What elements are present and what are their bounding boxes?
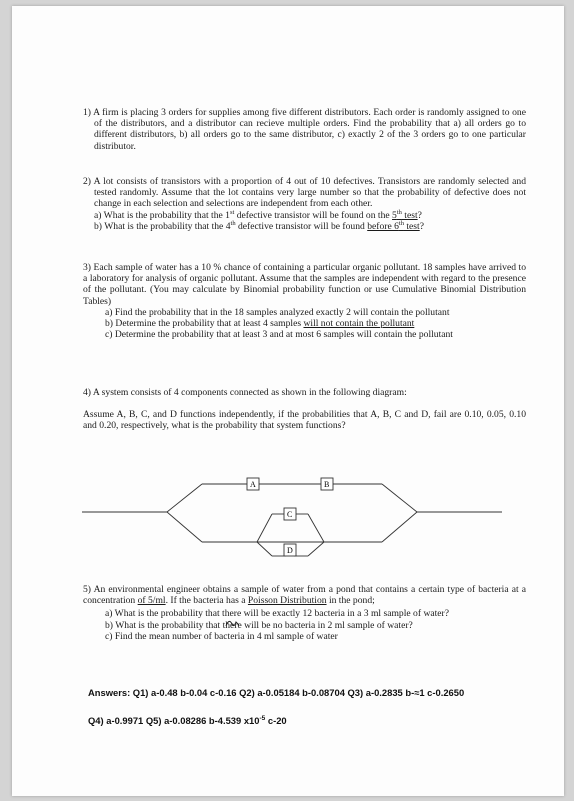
- question-4: [83, 387, 526, 432]
- q5-intro-3: in the pond;: [326, 595, 375, 607]
- q2a-end: ?: [417, 209, 422, 221]
- pen-mark: [224, 616, 244, 630]
- question-4-intro: 4) A system consists of 4 components connected as shown in the following diagram:: [83, 387, 407, 398]
- component-c-label: C: [287, 510, 293, 519]
- q2b-sup-2: th: [398, 219, 404, 227]
- question-3c: c) Determine the probability that at least 3 and at most 6 samples will contain the pollutant: [105, 329, 453, 341]
- answers-line-2-sup: -5: [259, 714, 266, 722]
- q2a-ul-1: 5: [392, 209, 397, 221]
- answers-line-2-text: Q4) a-0.9971 Q5) a-0.08286 b-4.539 x10: [88, 715, 260, 726]
- q2b-end: ?: [419, 220, 424, 232]
- q2b-ul-1: before 6: [367, 220, 399, 232]
- q2a-text-1: a) What is the probability that the 1: [94, 209, 230, 221]
- question-4-text: Assume A, B, C, and D functions independently, if the probabilities that A, B, C and D, fail are 0.10, 0.05, 0.10 and 0.20, respectively, what is the probability that system functions?: [83, 409, 526, 432]
- q2b-sup-1: th: [230, 219, 236, 227]
- question-5-intro: [83, 584, 526, 606]
- q2a-underlined: [392, 210, 418, 221]
- question-3a: a) Find the probability that in the 18 samples analyzed exactly 2 will contain the pollutant: [105, 306, 450, 318]
- q5-intro-1: 5) An environmental engineer obtains a sample of water from a pond that contains a certain type of bacteria at a concentration: [83, 584, 526, 607]
- question-5: [83, 584, 526, 642]
- answers-line-2-end: c-20: [265, 715, 287, 726]
- question-5b: b) What is the probability that there will be no bacteria in 2 ml sample of water?: [105, 619, 413, 631]
- q3b-underlined: will not contain the pollutant: [303, 318, 415, 330]
- q5-intro-ul-2: Poisson Distribution: [247, 595, 327, 607]
- question-3b: [83, 318, 526, 329]
- question-1: [83, 107, 526, 152]
- question-5c: c) Find the mean number of bacteria in 4 ml sample of water: [105, 630, 338, 642]
- question-2a: [83, 210, 526, 221]
- component-a-label: A: [250, 480, 256, 489]
- q2a-sup-1: st: [229, 208, 235, 216]
- answers-line-1: Answers: Q1) a-0.48 b-0.04 c-0.16 Q2) a-0.05184 b-0.08704 Q3) a-0.2835 b-≈1 c-0.2650: [88, 687, 465, 698]
- question-1-text: 1) A firm is placing 3 orders for supplies among five different distributors. Each order is randomly assigned to one of the distributors, and a distributor can recieve multiple orders. Find the probability that a) all orders go to different distributors, b) all orders go to the same distributor, c) exactly 2 of the 3 orders go to one particular distributor.: [83, 107, 526, 152]
- question-3: [83, 262, 526, 340]
- q2a-ul-2: test: [401, 209, 418, 221]
- question-2: [83, 176, 526, 232]
- q2a-text-2: defective transistor will be found on the: [234, 209, 393, 221]
- q2b-text-1: b) What is the probability that the 4: [94, 220, 231, 232]
- q2a-sup-2: th: [396, 208, 402, 216]
- answers-line-2: [88, 715, 287, 726]
- question-2b: [83, 221, 526, 232]
- system-diagram: [72, 466, 512, 566]
- q5-intro-2: . If the bacteria has a: [165, 595, 248, 607]
- q2b-text-2: defective transistor will be found: [235, 220, 368, 232]
- q5-intro-ul-1: of 5/ml: [137, 595, 166, 607]
- question-3-intro: 3) Each sample of water has a 10 % chance of containing a particular organic pollutant. 18 samples have arrived to a laboratory for analysis of organic pollutant. Assume that the samples are independent with regard to the presence of the pollutant. (You may calculate by Binomial probability function or use Cumulative Binomial Distribution Tables): [83, 262, 526, 307]
- question-5a: a) What is the probability that there will be exactly 12 bacteria in a 3 ml sample of water?: [105, 608, 450, 620]
- component-d-label: D: [287, 546, 293, 555]
- q3b-text: b) Determine the probability that at least 4 samples: [105, 318, 304, 330]
- q2b-ul-2: test: [403, 220, 420, 232]
- question-2-intro: 2) A lot consists of transistors with a proportion of 4 out of 10 defectives. Transistors are randomly selected and tested randomly. Assume that the lot contains very large number so that the probability of defective does not change in each selection and selections are independent from each other.: [83, 176, 526, 210]
- component-b-label: B: [324, 480, 330, 489]
- document-page: [12, 6, 564, 796]
- q2b-underlined: [367, 221, 420, 232]
